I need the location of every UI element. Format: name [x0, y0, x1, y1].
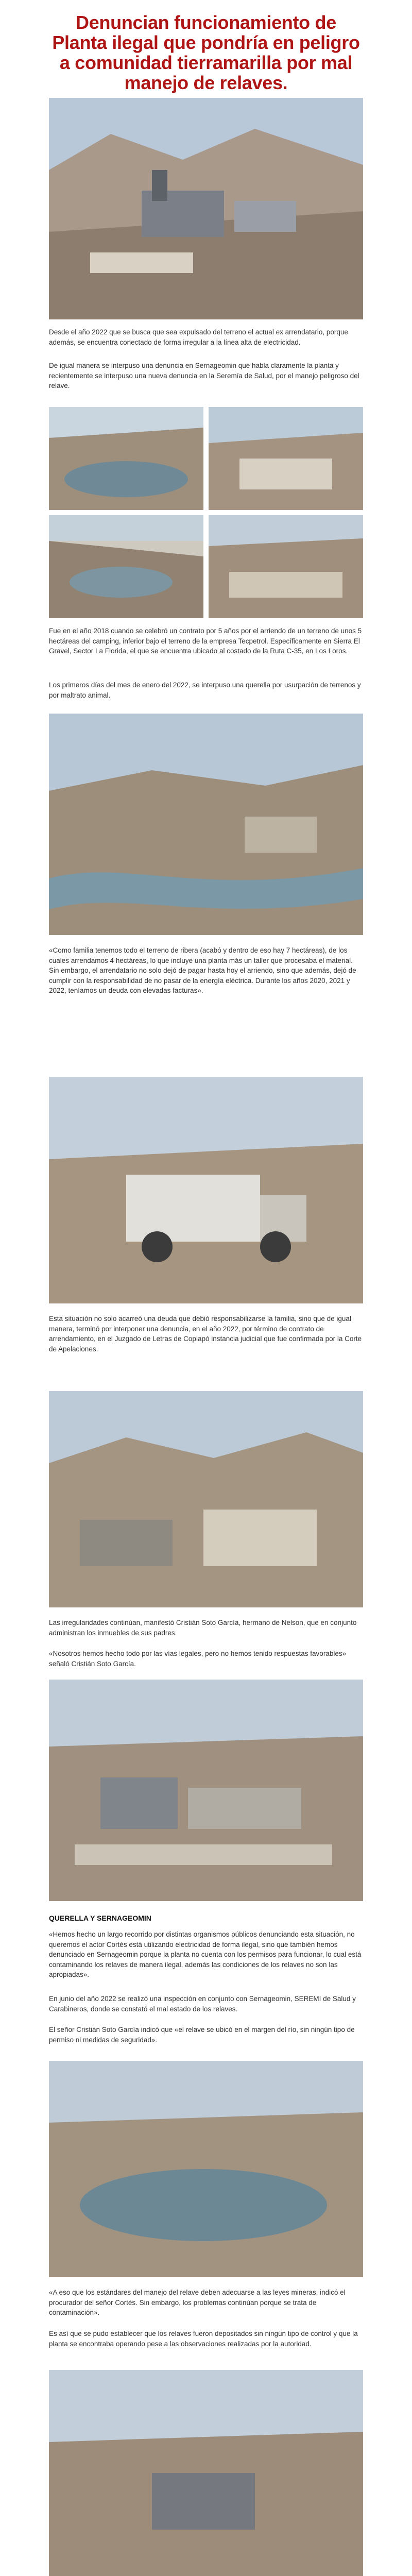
paragraph-1: Desde el año 2022 que se busca que sea expulsado del terreno el actual ex arrendatario, porque además, se encuentra conectado de forma irregular a la línea alta de electricidad.	[49, 328, 348, 346]
paragraph-11: El señor Cristián Soto García indicó que «el relave se ubicó en el margen del río, sin ningún tipo de permiso ni medidas de seguridad».	[49, 2026, 355, 2044]
paragraph-3: Fue en el año 2018 cuando se celebró un contrato por 5 años por el arriendo de un terreno de unos 5 hectáreas del camping, inferior bajo el terreno de la empresa Tecpetrol. Específicamente en Sierra El Gravel, Sector La Florida, el que se encuentra ubicado al costado de la Ruta C-35, en Los Loros.	[49, 627, 362, 655]
article-headline: Denuncian funcionamiento de Planta ilegal que pondría en peligro a comunidad tierramarilla por mal manejo de relaves.	[52, 12, 360, 94]
paragraph-13: Es así que se pudo establecer que los relaves fueron depositados sin ningún tipo de control y que la planta se encontraba operando pese a las observaciones realizadas por la autoridad.	[49, 2330, 358, 2348]
river-photo	[49, 714, 363, 935]
truck-photo	[49, 1077, 363, 1303]
paragraph-6: Esta situación no solo acarreó una deuda que debió responsabilizarse la familia, sino que de igual manera, terminó por interponer una denuncia, en el año 2022, por término de contrato de arrendamiento, en el Juzgado de Letras de Copiapó instancia judicial que fue confirmada por la Corte de Apelaciones.	[49, 1315, 362, 1353]
paragraph-5: «Como familia tenemos todo el terreno de ribera (acabó y dentro de eso hay 7 hectáreas), de los cuales arrendamos 4 hectáreas, lo que incluye una planta más un taller que procesaba el material. Sin embargo, el arrendatario no solo dejó de pagar hasta hoy el arriendo, sino que además, dejó de cumplir con la responsabilidad de no pasar de la energía eléctrica. Durante los años 2020, 2021 y 2022, teníamos un deuda con elevadas facturas».	[49, 946, 356, 994]
plant-overview-photo	[49, 1680, 363, 1901]
relave-photo-2	[209, 407, 363, 510]
plant-photo	[49, 98, 363, 319]
relave-photo-1	[49, 407, 203, 510]
paragraph-10: En junio del año 2022 se realizó una inspección en conjunto con Sernageomin, SEREMI de Salud y Carabineros, donde se constató el mal estado de los relaves.	[49, 1995, 356, 2013]
relave-closeup-photo	[49, 2061, 363, 2277]
camping-photo	[49, 1391, 363, 1607]
paragraph-4: Los primeros días del mes de enero del 2022, se interpuso una querella por usurpación de terrenos y por maltrato animal.	[49, 681, 361, 699]
inspection-photo	[49, 2370, 363, 2576]
paragraph-2: De igual manera se interpuso una denuncia en Sernageomin que habla claramente la planta y recientemente se interpuso una nueva denuncia en la Seremía de Salud, por el manejo peligroso del relave.	[49, 362, 359, 389]
paragraph-9: «Hemos hecho un largo recorrido por distintas organismos públicos denunciando esta situación, no queremos el actor Cortés está utilizando electricidad de forma ilegal, sino que también hemos denunciado en Sernageomin porque la planta no cuenta con los permisos para funcionar, lo cual está contaminando los relaves de manera ilegal, además las condiciones de los relaves no son las apropiadas».	[49, 1930, 362, 1978]
paragraph-7: Las irregularidades continúan, manifestó Cristián Soto García, hermano de Nelson, que en conjunto administran los inmuebles de sus padres.	[49, 1619, 357, 1637]
relave-photo-4	[209, 515, 363, 618]
paragraph-12: «A eso que los estándares del manejo del relave deben adecuarse a las leyes mineras, indicó el procurador del señor Cortés. Sin embargo, los problemas continúan porque se trata de contaminación».	[49, 2289, 346, 2316]
paragraph-8: «Nosotros hemos hecho todo por las vías legales, pero no hemos tenido respuestas favorables» señaló Cristián Soto García.	[49, 1650, 347, 1668]
section-heading: QUERELLA Y SERNAGEOMIN	[49, 1914, 151, 1922]
relave-photo-3	[49, 515, 203, 618]
